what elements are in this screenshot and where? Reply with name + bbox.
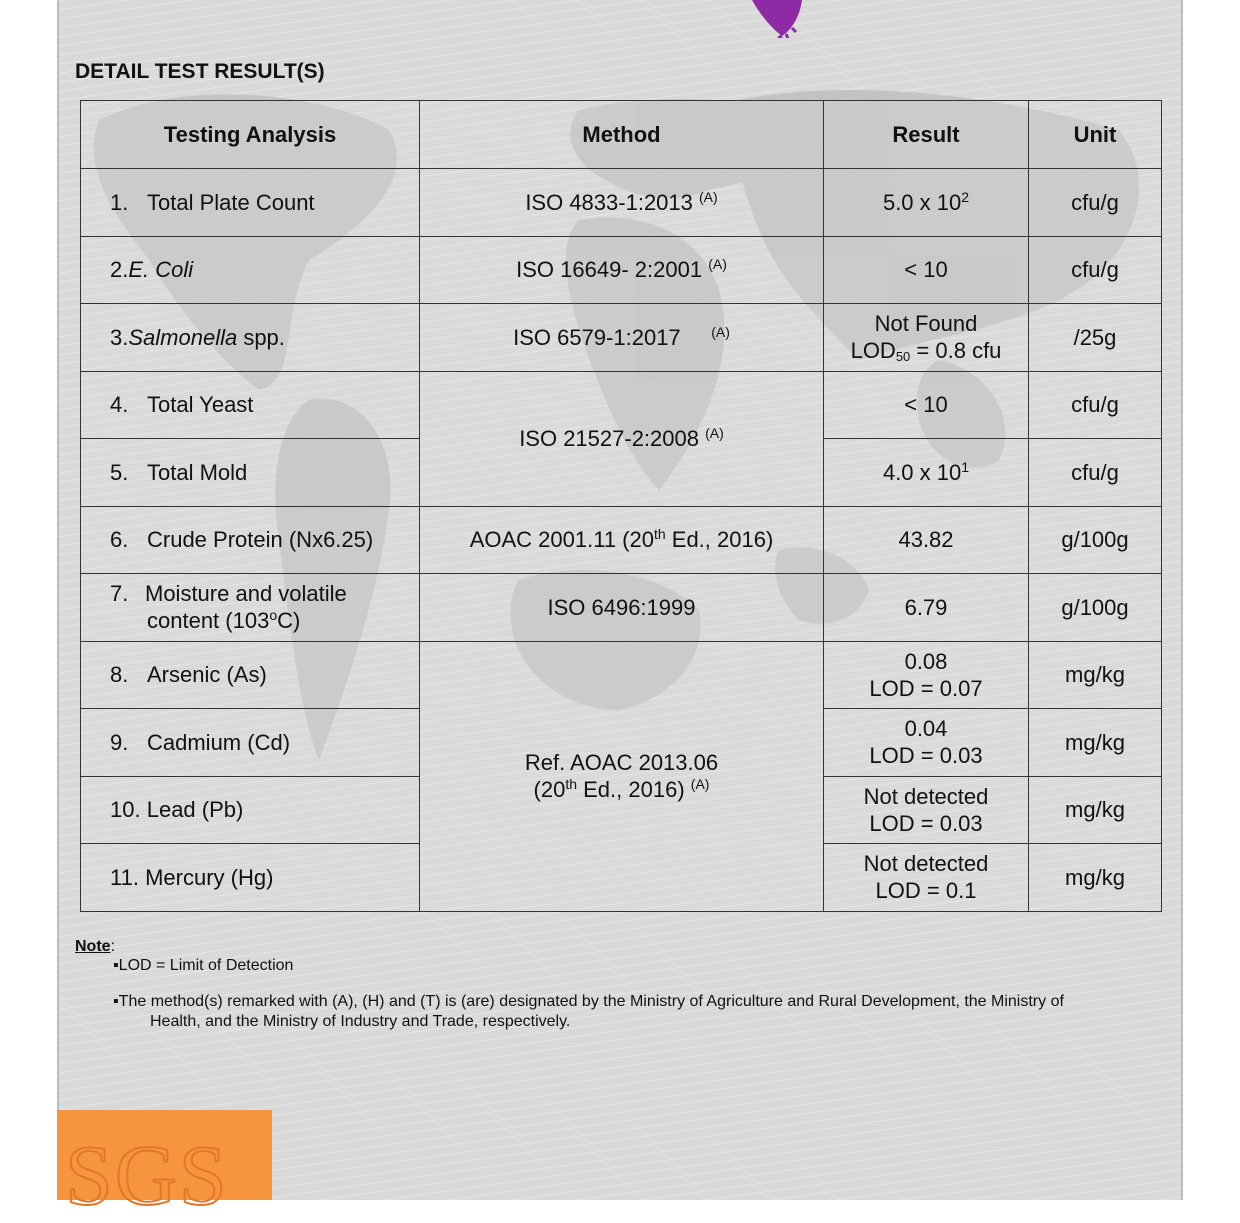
table-row — [81, 236, 1162, 304]
analysis-cell: 8. Arsenic (As) — [81, 641, 420, 709]
unit-cell: mg/kg — [1029, 709, 1162, 777]
page-title: DETAIL TEST RESULT(S) — [75, 60, 325, 83]
result-cell: Not detected LOD = 0.03 — [824, 776, 1029, 844]
analysis-cell: 4. Total Yeast — [81, 371, 420, 439]
analysis-cell: 1. Total Plate Count — [81, 169, 420, 237]
analysis-cell: 2.E. Coli — [81, 236, 420, 304]
analysis-cell: 11. Mercury (Hg) — [81, 844, 420, 912]
result-cell: 6.79 — [824, 574, 1029, 642]
unit-cell: mg/kg — [1029, 776, 1162, 844]
note-item: ▪The method(s) remarked with (A), (H) and (T) is (are) designated by the Ministry of Agriculture and Rural Development, the Ministry of Health, and the Ministry of Industry and Trade, respectively. — [113, 993, 1064, 1030]
seal-fragment-icon — [748, 0, 808, 38]
sgs-logo-text: SGS — [65, 1127, 229, 1223]
analysis-cell: 9. Cadmium (Cd) — [81, 709, 420, 777]
result-cell: < 10 — [824, 236, 1029, 304]
unit-cell: cfu/g — [1029, 439, 1162, 507]
unit-cell: cfu/g — [1029, 169, 1162, 237]
analysis-cell: 5. Total Mold — [81, 439, 420, 507]
result-cell: 43.82 — [824, 506, 1029, 574]
method-cell-shared: ISO 21527-2:2008 $^{(A)}$ — [420, 371, 824, 506]
result-cell: 0.04 LOD = 0.03 — [824, 709, 1029, 777]
unit-cell: g/100g — [1029, 506, 1162, 574]
unit-cell: cfu/g — [1029, 236, 1162, 304]
result-cell: 0.08 LOD = 0.07 — [824, 641, 1029, 709]
method-cell: ISO 16649- 2:2001 $^{(A)}$ — [420, 236, 824, 304]
column-header-result: Result — [824, 101, 1029, 169]
column-header-analysis: Testing Analysis — [81, 101, 420, 169]
table-row — [81, 371, 1162, 439]
result-cell: Not Found $LOD_{50} = 0.8$ cfu — [824, 304, 1029, 372]
method-cell: AOAC 2001.11 (20th Ed., 2016) — [420, 506, 824, 574]
method-cell: ISO 6496:1999 — [420, 574, 824, 642]
unit-cell: /25g — [1029, 304, 1162, 372]
unit-cell: g/100g — [1029, 574, 1162, 642]
table-header-row — [81, 101, 1162, 169]
result-cell: < 10 — [824, 371, 1029, 439]
column-header-method: Method — [420, 101, 824, 169]
method-cell: ISO 4833-1:2013 $^{(A)}$ — [420, 169, 824, 237]
analysis-cell: 10. Lead (Pb) — [81, 776, 420, 844]
result-cell: 5.0 x $10^2$ — [824, 169, 1029, 237]
sgs-logo — [57, 1110, 272, 1223]
note-heading: Note: — [75, 938, 116, 955]
analysis-cell: 6. Crude Protein (Nx6.25) — [81, 506, 420, 574]
result-cell: 4.0 x $10^1$ — [824, 439, 1029, 507]
table-row — [81, 304, 1162, 372]
result-cell: Not detected LOD = 0.1 — [824, 844, 1029, 912]
column-header-unit: Unit — [1029, 101, 1162, 169]
note-item: ▪LOD = Limit of Detection — [113, 957, 294, 974]
table-row — [81, 169, 1162, 237]
table-row — [81, 506, 1162, 574]
analysis-cell: 3.Salmonella spp. — [81, 304, 420, 372]
method-cell: ISO 6579-1:2017 $^{(A)}$ — [420, 304, 824, 372]
table-row — [81, 641, 1162, 709]
table-row — [81, 574, 1162, 642]
method-cell-shared: Ref. AOAC 2013.06 (20th Ed., 2016) $^{(A)}$ — [420, 641, 824, 911]
unit-cell: mg/kg — [1029, 844, 1162, 912]
unit-cell: cfu/g — [1029, 371, 1162, 439]
analysis-cell: 7. Moisture and volatile content (103$^o$C) — [81, 574, 420, 642]
test-results-table — [80, 100, 1162, 912]
unit-cell: mg/kg — [1029, 641, 1162, 709]
